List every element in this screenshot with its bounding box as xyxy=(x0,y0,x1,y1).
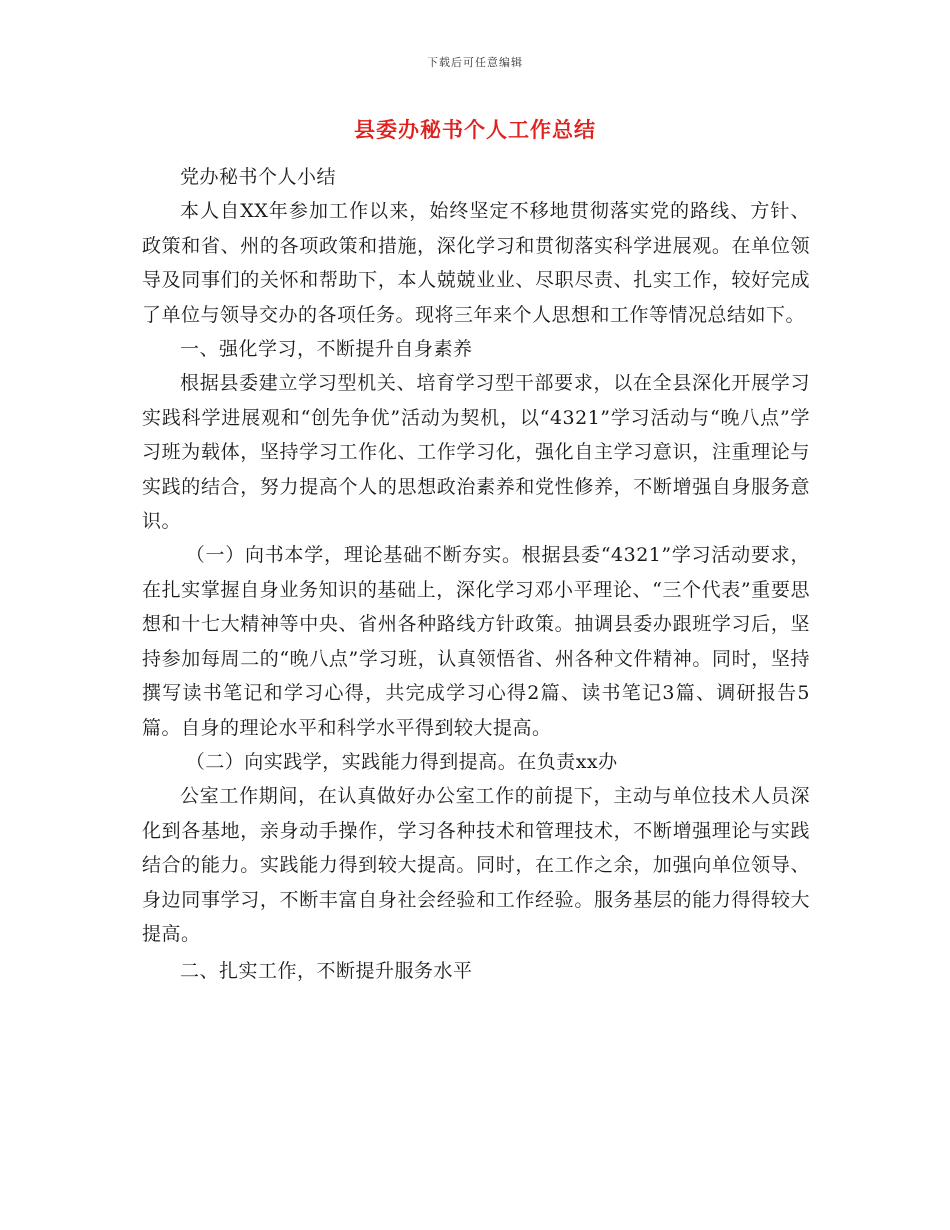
section-heading-2: 二、扎实工作，不断提升服务水平 xyxy=(180,960,473,983)
paragraph-section-1: 根据县委建立学习型机关、培育学习型干部要求，以在全县深化开展学习实践科学进展观和“创先争优”活动为契机，以“4321”学习活动与“晚八点”学习班为载体，坚持学习工作化、工作学习化，强化自主学习意识，注重理论与实践的结合，努力提高个人的思想政治素养和党性修养，不断增强自身服务意识。 xyxy=(142,372,810,533)
paragraph-subsection-1: （一）向书本学，理论基础不断夯实。根据县委“4321”学习活动要求，在扎实掌握自身业务知识的基础上，深化学习邓小平理论、“三个代表”重要思想和十七大精神等中央、省州各种路线方针政策。抽调县委办跟班学习后，坚持参加每周二的“晚八点”学习班，认真领悟省、州各种文件精神。同时，坚持撰写读书笔记和学习心得，共完成学习心得2篇、读书笔记3篇、调研报告5篇。自身的理论水平和科学水平得到较大提高。 xyxy=(142,544,810,739)
section-heading-1: 一、强化学习，不断提升自身素养 xyxy=(180,338,473,361)
paragraph-intro: 本人自XX年参加工作以来，始终坚定不移地贯彻落实党的路线、方针、政策和省、州的各项政策和措施，深化学习和贯彻落实科学进展观。在单位领导及同事们的关怀和帮助下，本人兢兢业业、尽职尽责、扎实工作，较好完成了单位与领导交办的各项任务。现将三年来个人思想和工作等情况总结如下。 xyxy=(142,200,810,326)
paragraph-subsection-2-body: 公室工作期间，在认真做好办公室工作的前提下，主动与单位技术人员深化到各基地，亲身动手操作，学习各种技术和管理技术，不断增强理论与实践结合的能力。实践能力得到较大提高。同时，在工作之余，加强向单位领导、身边同事学习，不断丰富自身社会经验和工作经验。服务基层的能力得得较大提高。 xyxy=(142,785,810,945)
document-body xyxy=(142,160,810,989)
paragraph-subsection-2-heading: （二）向实践学，实践能力得到提高。在负责xx办 xyxy=(185,750,618,773)
page-header: 下载后可任意编辑 xyxy=(427,56,523,69)
document-title: 县委办秘书个人工作总结 xyxy=(354,117,596,142)
paragraph-subtitle: 党办秘书个人小结 xyxy=(180,166,337,188)
